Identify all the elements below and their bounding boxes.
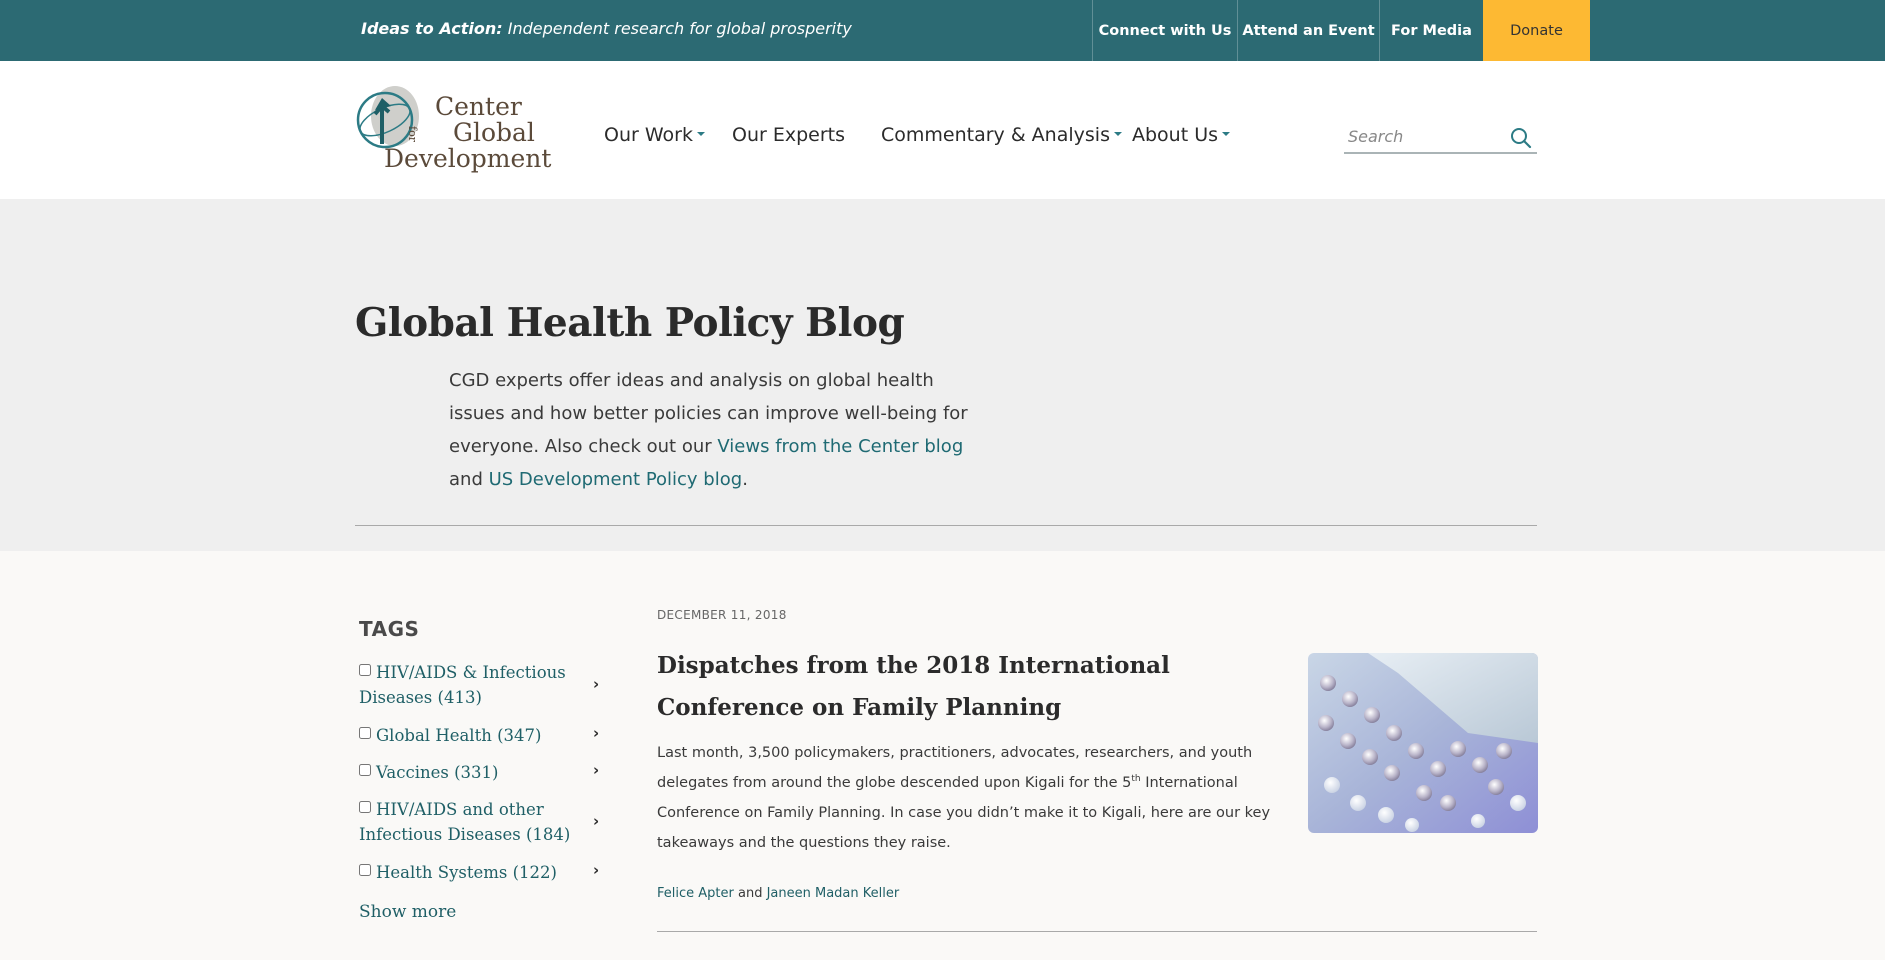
logo-line-center: Center: [435, 92, 522, 121]
tag-checkbox[interactable]: [359, 801, 371, 813]
hero-desc-text-3: .: [742, 469, 748, 490]
nav-commentary-analysis[interactable]: [881, 124, 1122, 146]
cgd-logo[interactable]: [355, 84, 555, 180]
top-links: [1092, 0, 1590, 61]
top-bar: [0, 0, 1885, 61]
nav-our-work-label: Our Work: [604, 124, 693, 146]
article-thumbnail[interactable]: [1308, 653, 1538, 833]
for-media-link[interactable]: For Media: [1379, 0, 1483, 61]
tag-item: [359, 723, 609, 748]
connect-with-us-link[interactable]: Connect with Us: [1092, 0, 1237, 61]
tags-heading: TAGS: [359, 617, 420, 641]
chevron-right-icon[interactable]: ›: [593, 861, 600, 879]
excerpt-text-2: International Conference on Family Planning. In case you didn’t make it to Kigali, here are our key takeaways and the questions they raise.: [657, 775, 1271, 851]
nav-our-experts[interactable]: [732, 124, 845, 146]
attend-an-event-link[interactable]: Attend an Event: [1237, 0, 1379, 61]
hero-desc-text-1: CGD experts offer ideas and analysis on global health issues and how better policies can improve well-being for everyone. Also check out our: [449, 370, 968, 457]
article-date: DECEMBER 11, 2018: [657, 608, 787, 622]
tag-checkbox[interactable]: [359, 864, 371, 876]
excerpt-superscript: th: [1131, 774, 1141, 785]
author-link[interactable]: Felice Apter: [657, 886, 734, 901]
hero-desc-text-2: and: [449, 469, 489, 490]
us-development-policy-link[interactable]: US Development Policy blog: [488, 469, 743, 490]
tag-item: [359, 860, 609, 885]
article-excerpt: [657, 738, 1277, 858]
tag-checkbox[interactable]: [359, 664, 371, 676]
nav-commentary-label: Commentary & Analysis: [881, 124, 1110, 146]
nav-about-us-label: About Us: [1132, 124, 1219, 146]
author-link[interactable]: Janeen Madan Keller: [766, 886, 900, 901]
show-more-link[interactable]: Show more: [359, 902, 457, 922]
caret-down-icon: [1114, 132, 1122, 136]
author-separator: and: [733, 886, 767, 901]
search-input[interactable]: [1344, 122, 1494, 150]
tag-checkbox[interactable]: [359, 727, 371, 739]
logo-line-global: Global: [453, 118, 535, 147]
pill-pack-image: [1308, 653, 1538, 833]
tagline-text: Independent research for global prosperity: [502, 19, 852, 38]
tagline: [361, 19, 852, 38]
tagline-bold: Ideas to Action:: [361, 19, 503, 38]
article-authors: [657, 886, 899, 901]
tag-label[interactable]: Global Health (347): [376, 726, 542, 745]
chevron-right-icon[interactable]: ›: [593, 724, 600, 742]
tag-item: [359, 797, 609, 847]
excerpt-text-1: Last month, 3,500 policymakers, practitioners, advocates, researchers, and youth delegates from around the globe descended upon Kigali for the 5: [657, 745, 1253, 791]
tag-label[interactable]: HIV/AIDS and other Infectious Diseases (184): [359, 800, 571, 844]
tag-label[interactable]: Health Systems (122): [376, 863, 557, 882]
hero-description: [449, 364, 989, 496]
article-title[interactable]: Dispatches from the 2018 International Conference on Family Planning: [657, 652, 1170, 721]
tag-item: [359, 760, 609, 785]
hero-divider: [355, 525, 1537, 526]
donate-button[interactable]: Donate: [1483, 0, 1590, 61]
tag-checkbox[interactable]: [359, 764, 371, 776]
article-divider: [657, 931, 1537, 932]
views-from-center-link[interactable]: Views from the Center blog: [717, 436, 964, 457]
logo-line-for: for: [406, 126, 419, 142]
chevron-right-icon[interactable]: ›: [593, 675, 600, 693]
nav-our-work[interactable]: [604, 124, 705, 146]
caret-down-icon: [1222, 132, 1230, 136]
tag-item: [359, 660, 609, 710]
nav-about-us[interactable]: [1132, 124, 1230, 146]
search-icon[interactable]: [1509, 126, 1533, 150]
tag-label[interactable]: Vaccines (331): [376, 763, 499, 782]
chevron-right-icon[interactable]: ›: [593, 812, 600, 830]
search-box: [1344, 122, 1537, 154]
logo-line-development: Development: [384, 144, 552, 173]
nav-our-experts-label: Our Experts: [732, 124, 846, 146]
chevron-right-icon[interactable]: ›: [593, 761, 600, 779]
page-title: Global Health Policy Blog: [355, 300, 905, 346]
caret-down-icon: [697, 132, 705, 136]
tag-label[interactable]: HIV/AIDS & Infectious Diseases (413): [359, 663, 566, 707]
